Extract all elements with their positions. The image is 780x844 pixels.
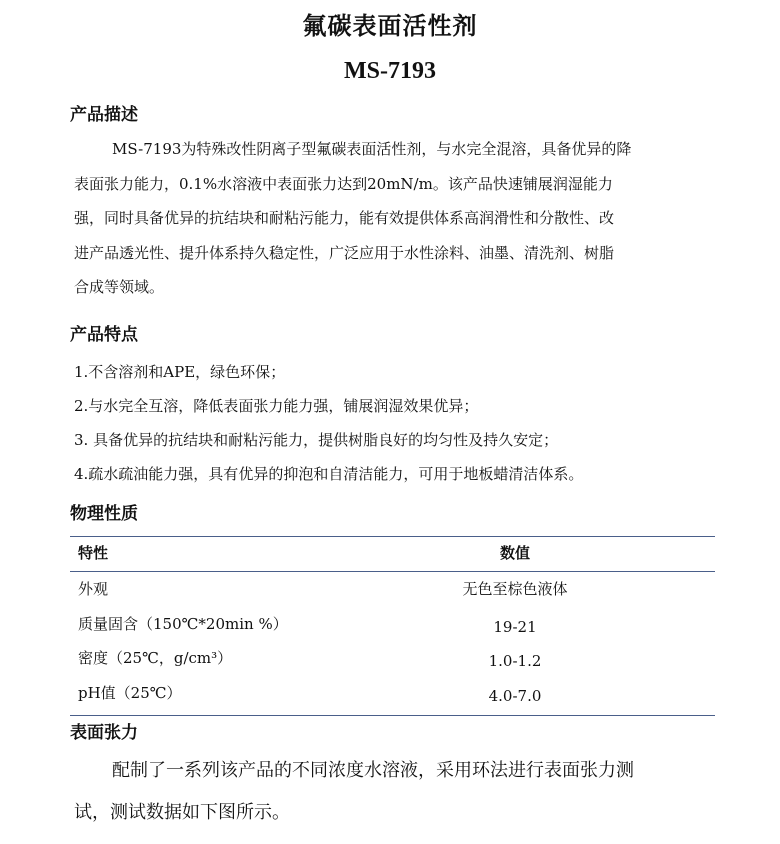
document-title: 氟碳表面活性剂	[302, 12, 478, 40]
table-cell-property: 质量固含（150℃*20min %）	[78, 615, 288, 633]
table-header-rule	[70, 571, 715, 572]
table-cell-value: 19-21	[493, 618, 537, 636]
description-heading: 产品描述	[70, 105, 138, 125]
feature-item: 3. 具备优异的抗结块和耐粘污能力，提供树脂良好的均匀性及持久安定；	[74, 431, 559, 449]
description-line: 强，同时具备优异的抗结块和耐粘污能力，能有效提供体系高润滑性和分散性、改	[74, 209, 615, 227]
surface-tension-line: 配制了一系列该产品的不同浓度水溶液，采用环法进行表面张力测	[112, 760, 634, 781]
surface-tension-paragraph	[74, 750, 714, 834]
features-heading: 产品特点	[70, 325, 138, 345]
surface-tension-line: 试，测试数据如下图所示。	[74, 802, 290, 823]
description-line: 表面张力能力，0.1%水溶液中表面张力达到20mN/m。该产品快速铺展润湿能力	[74, 174, 613, 193]
table-cell-property: 外观	[78, 580, 109, 598]
feature-item: 1.不含溶剂和APE，绿色环保；	[74, 363, 286, 381]
table-cell-property: 密度（25℃，g/cm³）	[78, 649, 233, 667]
description-line: MS-7193为特殊改性阴离子型氟碳表面活性剂，与水完全混溶，具备优异的降	[112, 140, 632, 158]
feature-item: 4.疏水疏油能力强，具有优异的抑泡和自清洁能力，可用于地板蜡清洁体系。	[74, 465, 584, 483]
product-model: MS-7193	[344, 58, 436, 84]
description-paragraph	[74, 132, 714, 305]
table-top-rule	[70, 536, 715, 537]
table-header-property: 特性	[78, 544, 109, 562]
description-line: 进产品透光性、提升体系持久稳定性，广泛应用于水性涂料、油墨、清洗剂、树脂	[74, 243, 615, 262]
table-cell-value: 1.0-1.2	[488, 652, 542, 670]
feature-item: 2.与水完全互溶，降低表面张力能力强，铺展润湿效果优异；	[74, 397, 479, 415]
table-cell-property: pH值（25℃）	[78, 684, 182, 702]
table-cell-value: 4.0-7.0	[488, 687, 542, 705]
surface-tension-heading: 表面张力	[70, 723, 138, 743]
table-bottom-rule	[70, 715, 715, 716]
description-line: 合成等领域。	[74, 278, 165, 296]
properties-heading: 物理性质	[70, 504, 138, 524]
table-cell-value: 无色至棕色液体	[462, 580, 568, 598]
table-header-value: 数值	[499, 544, 530, 562]
